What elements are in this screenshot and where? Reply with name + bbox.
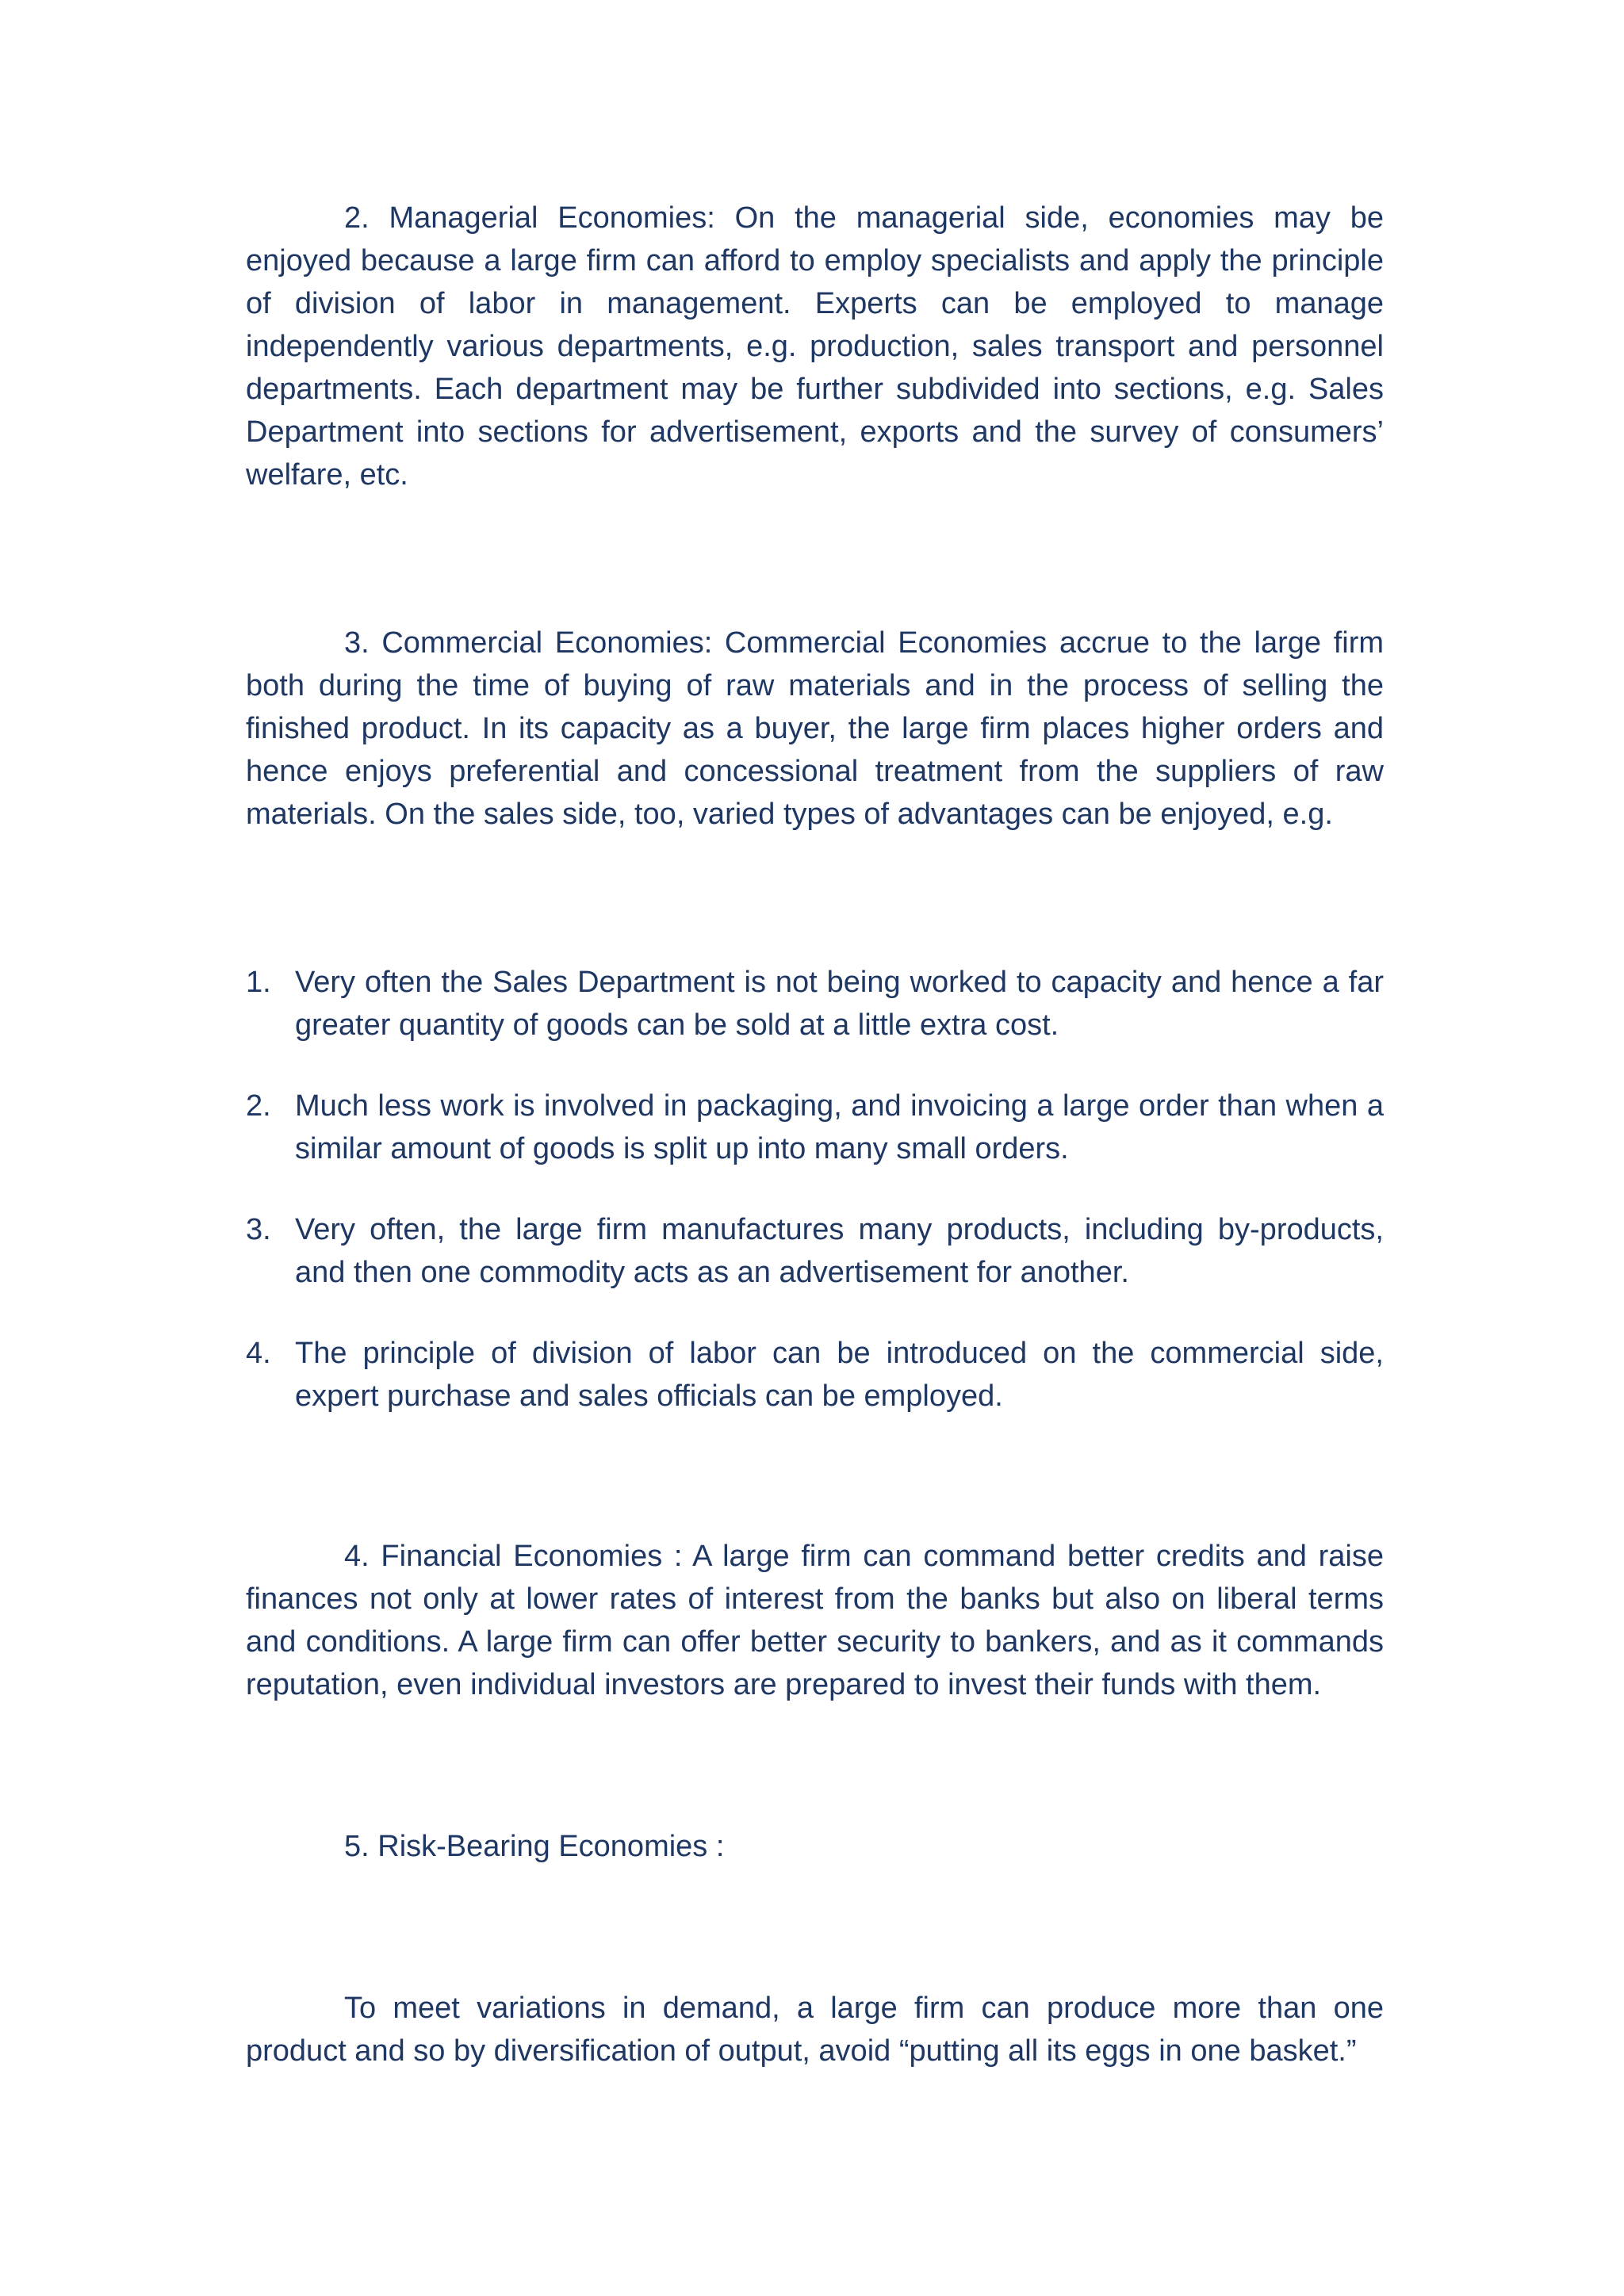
list-item [246,1085,1384,1170]
list-item-text: The principle of division of labor can be introduced on the commercial side, expert purchase and sales officials can be employed. [295,1337,1384,1413]
list-item-number: 1. [246,966,271,999]
financial-economies-paragraph: 4. Financial Economies : A large firm can command better credits and raise finances not only at lower rates of interest from the banks but also on liberal terms and conditions. A large firm can offer better security to bankers, and as it commands reputation, even individual investors are prepared to invest their funds with them. [246,1540,1384,1701]
document-page [246,197,1384,2072]
commercial-economies-paragraph: 3. Commercial Economies: Commercial Economies accrue to the large firm both during the time of buying of raw materials and in the process of selling the finished product. In its capacity as a buyer, the large firm places higher orders and hence enjoys preferential and concessional treatment from the suppliers of raw materials. On the sales side, too, varied types of advantages can be enjoyed, e.g. [246,626,1384,831]
list-item-text: Very often the Sales Department is not being worked to capacity and hence a far greater quantity of goods can be sold at a little extra cost. [295,966,1384,1042]
list-item [246,1332,1384,1418]
list-item [246,1208,1384,1294]
managerial-economies-paragraph: 2. Managerial Economies: On the managerial side, economies may be enjoyed because a large firm can afford to employ specialists and apply the principle of division of labor in management. Experts can be employed to manage independently various departments, e.g. production, sales transport and personnel departments. Each department may be further subdivided into sections, e.g. Sales Department into sections for advertisement, exports and the survey of consumers’ welfare, etc. [246,201,1384,492]
diversification-paragraph: To meet variations in demand, a large firm can produce more than one product and so by diversification of output, avoid “putting all its eggs in one basket.” [246,1992,1384,2068]
list-item-number: 4. [246,1337,271,1370]
list-item-text: Very often, the large firm manufactures many products, including by-products, and then one commodity acts as an advertisement for another. [295,1213,1384,1289]
list-item-number: 3. [246,1213,271,1246]
list-item [246,961,1384,1047]
list-item-number: 2. [246,1089,271,1123]
commercial-advantages-list [246,961,1384,1418]
list-item-text: Much less work is involved in packaging, and invoicing a large order than when a similar amount of goods is split up into many small orders. [295,1089,1384,1165]
risk-bearing-economies-heading: 5. Risk-Bearing Economies : [344,1830,725,1863]
